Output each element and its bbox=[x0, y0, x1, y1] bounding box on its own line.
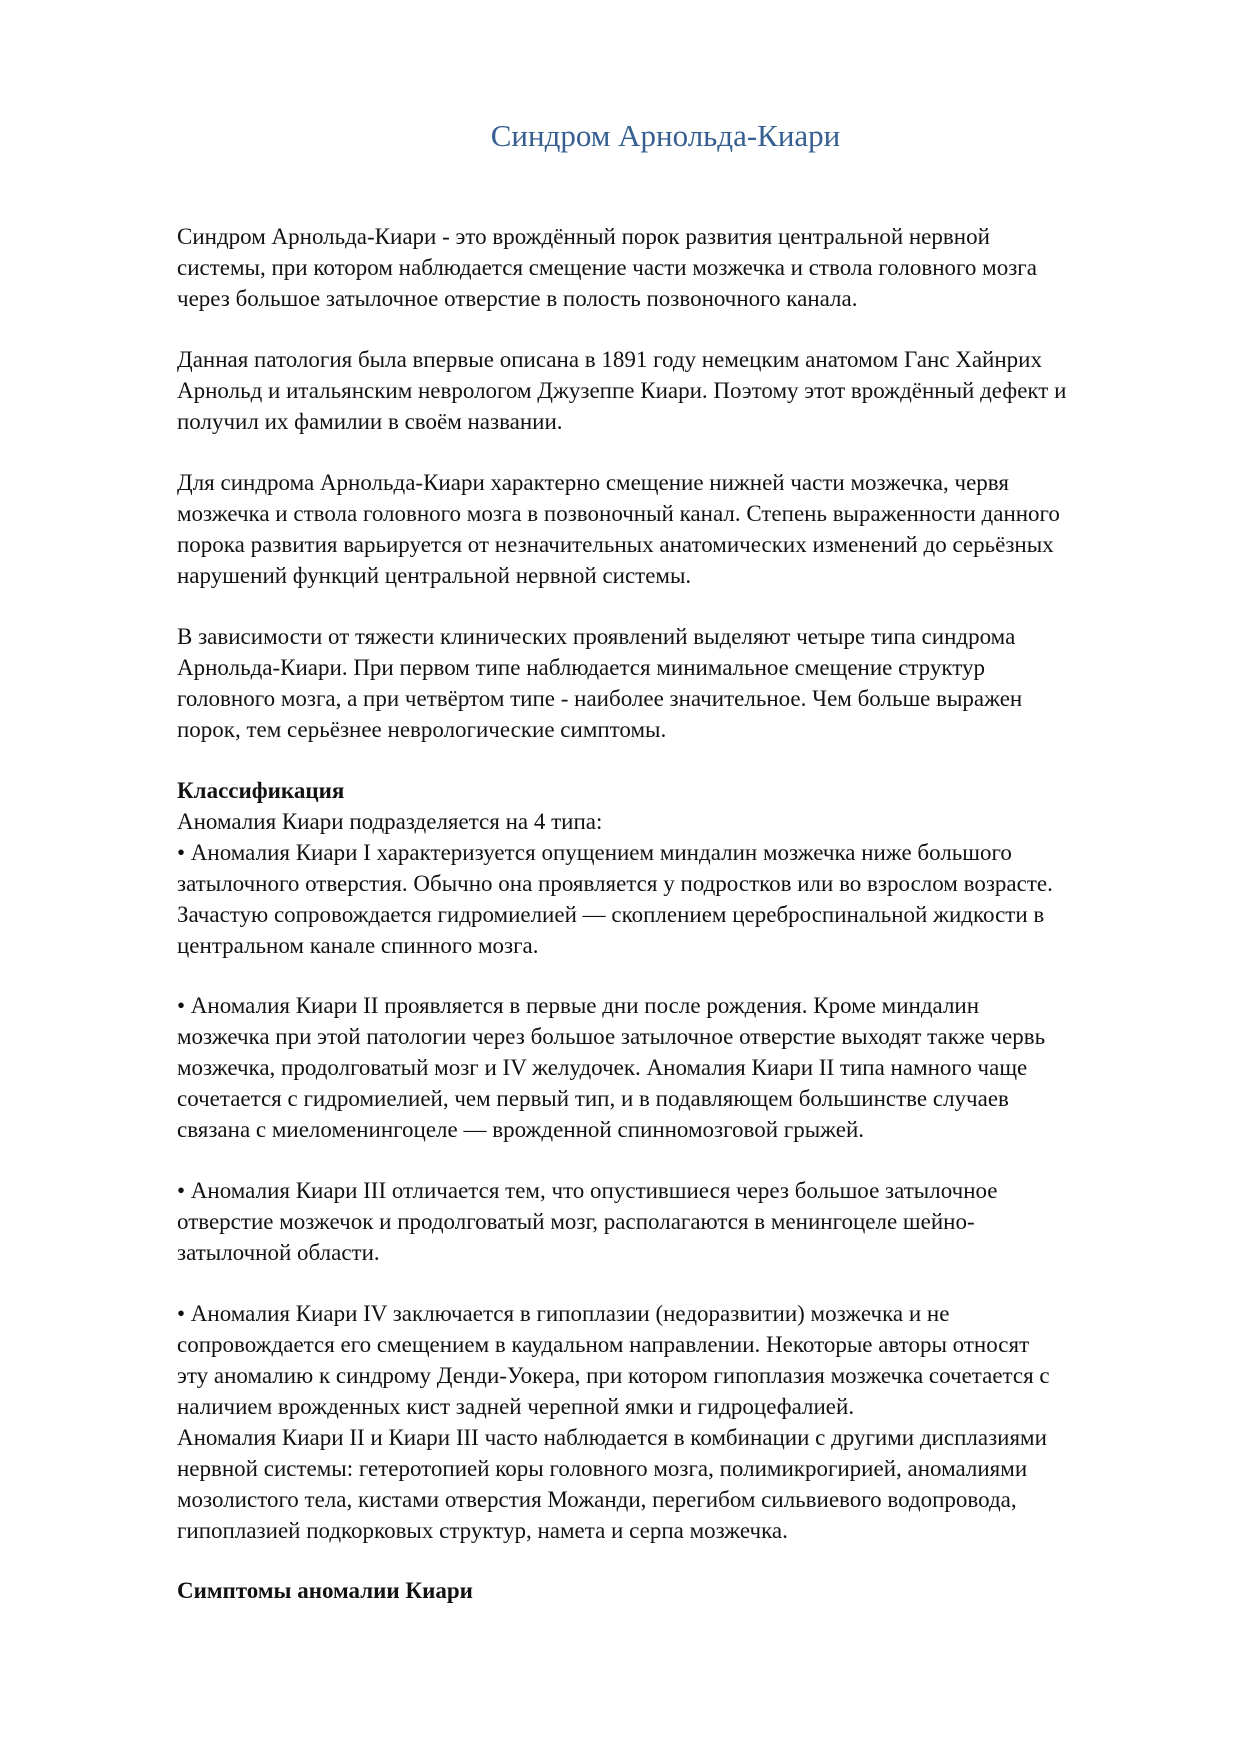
classification-section bbox=[177, 775, 1157, 961]
text-line: затылочного отверстия. Обычно она проявляется у подростков или во взрослом возрасте. bbox=[177, 871, 1053, 896]
classification-subtitle: Аномалия Киари подразделяется на 4 типа: bbox=[177, 809, 603, 834]
paragraph-severity bbox=[177, 621, 1157, 745]
text-line: затылочной области. bbox=[177, 1240, 380, 1265]
text-line: мозжечка при этой патологии через большое затылочное отверстие выходят также червь bbox=[177, 1024, 1046, 1049]
symptoms-heading: Симптомы аномалии Киари bbox=[177, 1578, 473, 1603]
text-line: наличием врожденных кист задней черепной ямки и гидроцефалией. bbox=[177, 1394, 855, 1419]
text-line: • Аномалия Киари I характеризуется опущением миндалин мозжечка ниже большого bbox=[177, 840, 1012, 865]
text-line: Данная патология была впервые описана в 1891 году немецким анатомом Ганс Хайнрих bbox=[177, 347, 1042, 372]
classification-type2 bbox=[177, 990, 1157, 1145]
text-line: центральном канале спинного мозга. bbox=[177, 933, 539, 958]
text-line: Арнольда-Киари. При первом типе наблюдается минимальное смещение структур bbox=[177, 655, 985, 680]
text-line: сопровождается его смещением в каудальном направлении. Некоторые авторы относят bbox=[177, 1332, 1030, 1357]
text-line: получил их фамилии в своём названии. bbox=[177, 409, 563, 434]
text-line: • Аномалия Киари III отличается тем, что опустившиеся через большое затылочное bbox=[177, 1178, 998, 1203]
text-line: • Аномалия Киари II проявляется в первые дни после рождения. Кроме миндалин bbox=[177, 993, 980, 1018]
text-line: Зачастую сопровождается гидромиелией — скоплением цереброспинальной жидкости в bbox=[177, 902, 1045, 927]
symptoms-section bbox=[177, 1575, 1157, 1606]
text-line: • Аномалия Киари IV заключается в гипоплазии (недоразвитии) мозжечка и не bbox=[177, 1301, 950, 1326]
text-line: связана с миеломенингоцеле — врожденной спинномозговой грыжей. bbox=[177, 1117, 865, 1142]
text-line: мозжечка и ствола головного мозга в позвоночный канал. Степень выраженности данного bbox=[177, 501, 1060, 526]
text-line: эту аномалию к синдрому Денди-Уокера, при котором гипоплазия мозжечка сочетается с bbox=[177, 1363, 1050, 1388]
text-line: В зависимости от тяжести клинических проявлений выделяют четыре типа синдрома bbox=[177, 624, 1016, 649]
text-line: мозолистого тела, кистами отверстия Можанди, перегибом сильвиевого водопровода, bbox=[177, 1487, 1017, 1512]
text-line: гипоплазией подкорковых структур, намета и серпа мозжечка. bbox=[177, 1518, 788, 1543]
text-line: Арнольд и итальянским неврологом Джузеппе Киари. Поэтому этот врождённый дефект и bbox=[177, 378, 1067, 403]
text-line: сочетается с гидромиелией, чем первый тип, и в подавляющем большинстве случаев bbox=[177, 1086, 1009, 1111]
text-line: порок, тем серьёзнее неврологические симптомы. bbox=[177, 717, 667, 742]
text-line: головного мозга, а при четвёртом типе - наиболее значительное. Чем больше выражен bbox=[177, 686, 1023, 711]
text-line: Синдром Арнольда-Киари - это врождённый порок развития центральной нервной bbox=[177, 224, 990, 249]
paragraph-definition bbox=[177, 221, 1157, 314]
text-line: нервной системы: гетеротопией коры головного мозга, полимикрогирией, аномалиями bbox=[177, 1456, 1028, 1481]
classification-type4 bbox=[177, 1298, 1157, 1546]
text-line: нарушений функций центральной нервной системы. bbox=[177, 563, 692, 588]
text-line: отверстие мозжечок и продолговатый мозг, располагаются в менингоцеле шейно- bbox=[177, 1209, 975, 1234]
paragraph-characteristics bbox=[177, 467, 1157, 591]
classification-heading: Классификация bbox=[177, 778, 345, 803]
text-line: Для синдрома Арнольда-Киари характерно смещение нижней части мозжечка, червя bbox=[177, 470, 1009, 495]
text-line: системы, при котором наблюдается смещение части мозжечка и ствола головного мозга bbox=[177, 255, 1037, 280]
paragraph-history bbox=[177, 344, 1157, 437]
text-line: через большое затылочное отверстие в полость позвоночного канала. bbox=[177, 286, 858, 311]
document-title: Синдром Арнольда-Киари bbox=[490, 118, 841, 153]
text-line: Аномалия Киари II и Киари III часто наблюдается в комбинации с другими дисплазиями bbox=[177, 1425, 1047, 1450]
text-line: мозжечка, продолговатый мозг и IV желудочек. Аномалия Киари II типа намного чаще bbox=[177, 1055, 1028, 1080]
text-line: порока развития варьируется от незначительных анатомических изменений до серьёзных bbox=[177, 532, 1054, 557]
classification-type3 bbox=[177, 1175, 1157, 1268]
